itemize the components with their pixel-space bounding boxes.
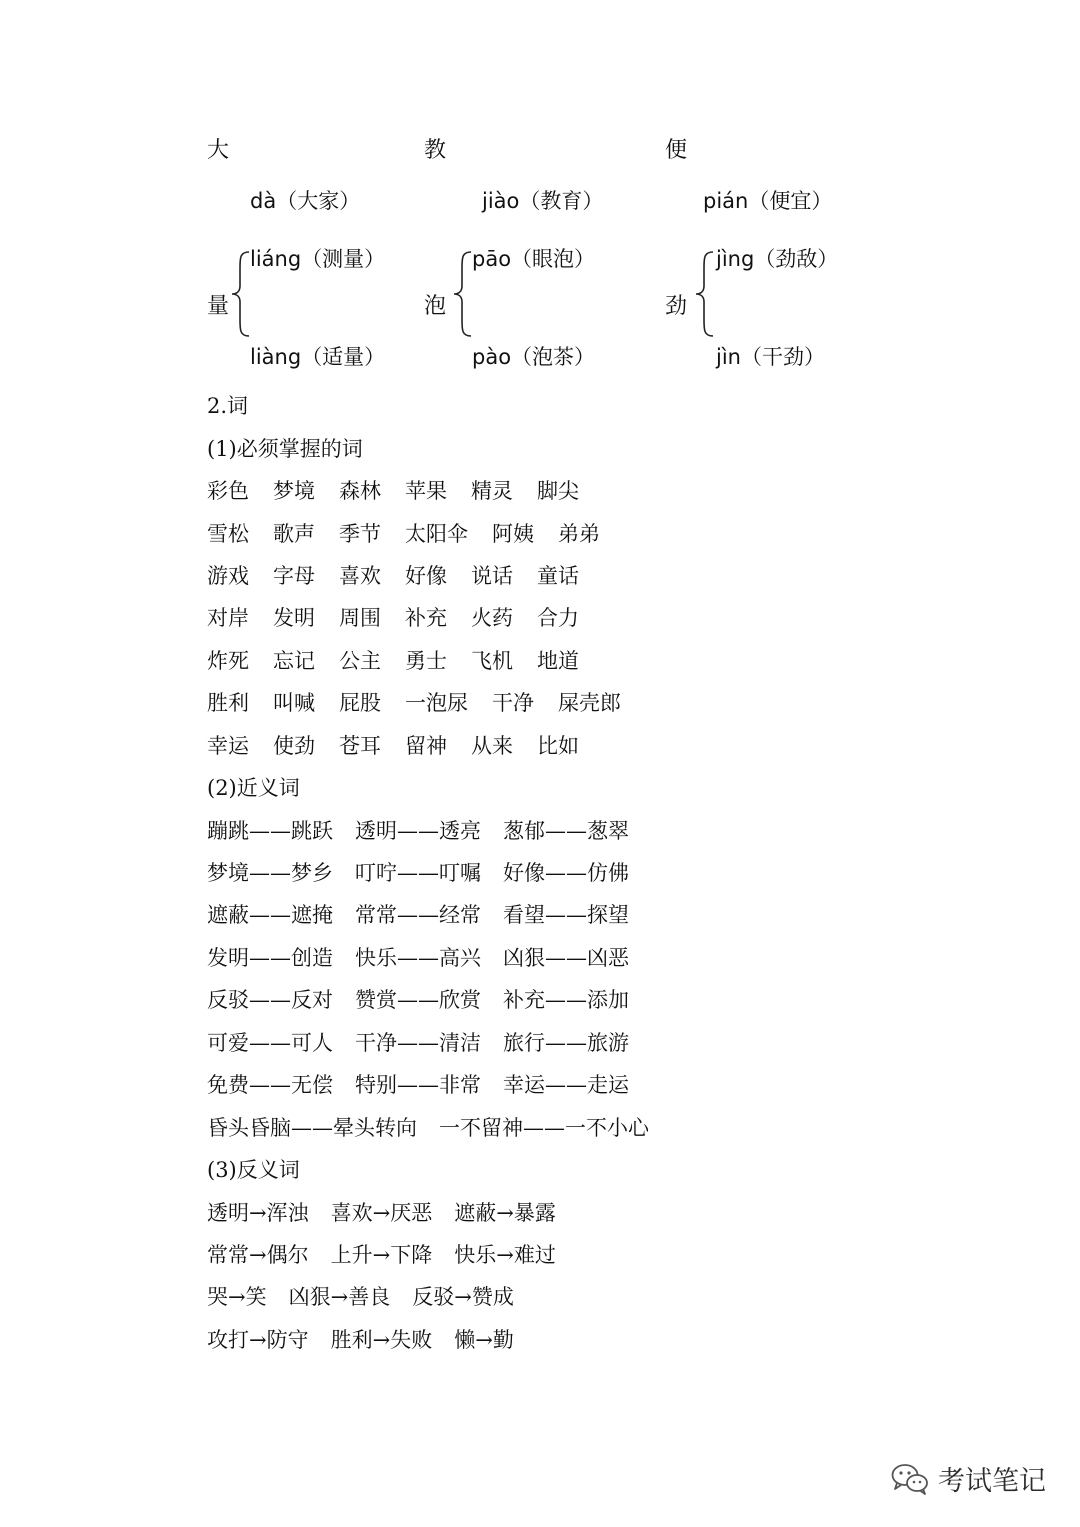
word: 喜欢 (339, 564, 381, 588)
poly-char-pao: 泡 (424, 294, 447, 319)
word: 合力 (537, 606, 579, 630)
synonym-pair: 发明——创造 (207, 946, 333, 970)
pinyin: jiào (482, 189, 520, 213)
word: 梦境 (273, 479, 315, 503)
synonym-pair: 看望——探望 (503, 903, 629, 927)
antonym-pair: 快乐→难过 (454, 1243, 556, 1267)
poly-reading-jin-2 (716, 342, 825, 372)
word: 留神 (405, 734, 447, 758)
word: 屁股 (339, 691, 381, 715)
synonym-row (207, 1113, 649, 1143)
word-row (207, 561, 579, 591)
pinyin: pián (703, 189, 749, 213)
pinyin: liàng (250, 345, 302, 369)
brace-icon (694, 250, 716, 338)
word: 苍耳 (339, 734, 381, 758)
synonym-row (207, 1070, 629, 1100)
pinyin: liáng (250, 247, 302, 271)
word: 忘记 (273, 649, 315, 673)
word: 脚尖 (537, 479, 579, 503)
subheading-antonyms: (3)反义词 (207, 1158, 300, 1182)
example-word: （大家） (276, 189, 361, 213)
word: 游戏 (207, 564, 249, 588)
antonym-row (207, 1282, 514, 1312)
word: 好像 (405, 564, 447, 588)
poly-char-da: 大 (207, 138, 230, 163)
antonym-pair: 胜利→失败 (330, 1328, 433, 1352)
pinyin: pāo (472, 247, 512, 271)
example-word: （劲敌） (754, 247, 839, 271)
synonym-row (207, 1028, 629, 1058)
poly-char-liang: 量 (207, 294, 230, 319)
antonym-pair: 上升→下降 (330, 1243, 433, 1267)
antonym-pair: 懒→勤 (454, 1328, 514, 1352)
poly-reading-liang-1 (250, 244, 385, 274)
example-word: （适量） (301, 345, 386, 369)
synonym-pair: 梦境——梦乡 (207, 861, 333, 885)
word: 勇士 (405, 649, 447, 673)
antonym-pair: 反驳→赞成 (412, 1285, 514, 1309)
word-row (207, 688, 621, 718)
word: 炸死 (207, 649, 249, 673)
word-row (207, 731, 579, 761)
example-word: （教育） (519, 189, 604, 213)
word: 补充 (405, 606, 447, 630)
synonym-pair: 透明——透亮 (355, 819, 481, 843)
pinyin: jìn (716, 345, 741, 369)
poly-char-jiao: 教 (424, 138, 447, 163)
word: 公主 (339, 649, 381, 673)
pinyin: jìng (716, 247, 755, 271)
word: 弟弟 (558, 522, 600, 546)
word: 精灵 (471, 479, 513, 503)
example-word: （干劲） (740, 345, 825, 369)
word: 地道 (537, 649, 579, 673)
antonym-pair: 攻打→防守 (207, 1328, 309, 1352)
synonym-pair: 特别——非常 (355, 1073, 481, 1097)
word: 森林 (339, 479, 381, 503)
word: 飞机 (471, 649, 513, 673)
pinyin: dà (250, 189, 277, 213)
poly-reading-bian (703, 186, 832, 216)
word: 叫喊 (273, 691, 315, 715)
synonym-pair: 常常——经常 (355, 903, 481, 927)
word-row (207, 476, 579, 506)
subheading-synonyms: (2)近义词 (207, 776, 300, 800)
word: 彩色 (207, 479, 249, 503)
word: 童话 (537, 564, 579, 588)
synonym-pair: 叮咛——叮嘱 (355, 861, 481, 885)
word: 说话 (471, 564, 513, 588)
antonym-pair: 凶狠→善良 (288, 1285, 391, 1309)
synonym-row (207, 943, 629, 973)
synonym-pair: 好像——仿佛 (503, 861, 629, 885)
word: 屎壳郎 (558, 691, 621, 715)
brace-icon (452, 250, 474, 338)
wechat-icon (890, 1462, 930, 1496)
synonym-pair: 快乐——高兴 (355, 946, 481, 970)
word: 幸运 (207, 734, 249, 758)
antonym-row (207, 1240, 556, 1270)
synonym-pair: 可爱——可人 (207, 1031, 333, 1055)
synonym-pair: 幸运——走运 (503, 1073, 629, 1097)
synonym-row (207, 858, 629, 888)
word: 火药 (471, 606, 513, 630)
antonym-pair: 喜欢→厌恶 (330, 1201, 433, 1225)
watermark-text: 考试笔记 (938, 1466, 1046, 1497)
word: 歌声 (273, 522, 315, 546)
word-row (207, 519, 600, 549)
word-row (207, 603, 579, 633)
synonym-row (207, 985, 629, 1015)
word-row (207, 646, 579, 676)
example-word: （便宜） (748, 189, 833, 213)
poly-reading-da (250, 186, 360, 216)
antonym-row (207, 1198, 556, 1228)
antonym-row (207, 1325, 514, 1355)
word: 使劲 (273, 734, 315, 758)
watermark (890, 1459, 1046, 1498)
section-heading-words: 2.词 (207, 394, 249, 418)
word: 比如 (537, 734, 579, 758)
brace-icon (230, 250, 252, 338)
word: 太阳伞 (405, 522, 468, 546)
poly-char-jin: 劲 (665, 294, 688, 319)
antonym-pair: 遮蔽→暴露 (454, 1201, 556, 1225)
poly-reading-pao-2 (472, 342, 595, 372)
synonym-row (207, 900, 629, 930)
word: 阿姨 (492, 522, 534, 546)
word: 胜利 (207, 691, 249, 715)
synonym-pair: 蹦跳——跳跃 (207, 819, 333, 843)
antonym-pair: 透明→浑浊 (207, 1201, 309, 1225)
word: 从来 (471, 734, 513, 758)
poly-reading-liang-2 (250, 342, 385, 372)
word: 季节 (339, 522, 381, 546)
word: 苹果 (405, 479, 447, 503)
synonym-pair: 葱郁——葱翠 (503, 819, 629, 843)
synonym-pair: 遮蔽——遮掩 (207, 903, 333, 927)
subheading-must-master: (1)必须掌握的词 (207, 437, 363, 461)
antonym-pair: 常常→偶尔 (207, 1243, 309, 1267)
synonym-pair: 补充——添加 (503, 988, 629, 1012)
poly-reading-pao-1 (472, 244, 595, 274)
synonym-pair: 昏头昏脑——晕头转向 (207, 1116, 417, 1140)
word: 一泡尿 (405, 691, 468, 715)
synonym-pair: 反驳——反对 (207, 988, 333, 1012)
poly-reading-jiao (482, 186, 603, 216)
word: 字母 (273, 564, 315, 588)
example-word: （泡茶） (511, 345, 596, 369)
poly-char-bian: 便 (665, 138, 688, 163)
word: 雪松 (207, 522, 249, 546)
synonym-pair: 一不留神——一不小心 (439, 1116, 649, 1140)
synonym-pair: 旅行——旅游 (503, 1031, 629, 1055)
antonym-pair: 哭→笑 (207, 1285, 267, 1309)
word: 对岸 (207, 606, 249, 630)
example-word: （测量） (301, 247, 386, 271)
poly-reading-jin-1 (716, 244, 838, 274)
word: 发明 (273, 606, 315, 630)
example-word: （眼泡） (511, 247, 596, 271)
synonym-pair: 免费——无偿 (207, 1073, 333, 1097)
word: 周围 (339, 606, 381, 630)
synonym-pair: 凶狠——凶恶 (503, 946, 629, 970)
synonym-pair: 赞赏——欣赏 (355, 988, 481, 1012)
synonym-pair: 干净——清洁 (355, 1031, 481, 1055)
synonym-row (207, 816, 629, 846)
word: 干净 (492, 691, 534, 715)
pinyin: pào (472, 345, 512, 369)
